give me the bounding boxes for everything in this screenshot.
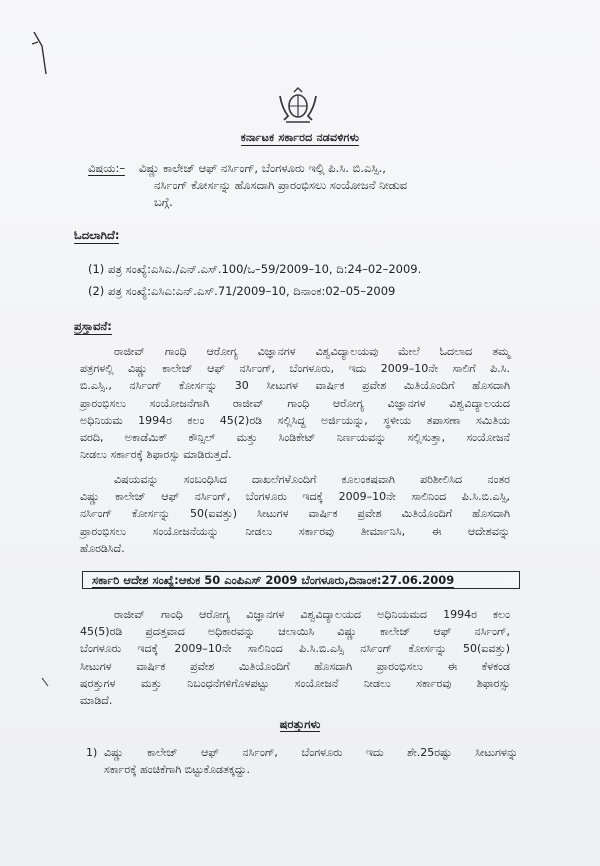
- margin-tick-mark: [40, 676, 54, 688]
- text-line: ರಾಜೀವ್ ಗಾಂಧಿ ಆರೋಗ್ಯ ವಿಜ್ಞಾನಗಳ ವಿಶ್ವವಿದ್ಯಾಲಯದ ಅಧಿನಿಯಮದ 1994ರ ಕಲಂ: [114, 608, 510, 621]
- order-number: ಸರ್ಕಾರಿ ಆದೇಶ ಸಂಖ್ಯೆ:ಆಕುಕ 50 ಎಂಪಿಎಸ್ 2009 ಬೆಂಗಳೂರು,ದಿನಾಂಕ:27.06.2009: [92, 573, 455, 587]
- subject-line-2: ನರ್ಸಿಂಗ್ ಕೋರ್ಸನ್ನು ಹೊಸದಾಗಿ ಪ್ರಾರಂಭಿಸಲು ಸಂಯೋಜನೆ ನೀಡುವ: [154, 178, 408, 192]
- text-line: ಪ್ರಾರಂಭಿಸಲು ಸಂಯೋಜನೆಯನ್ನು ನೀಡಲು ಸರ್ಕಾರವು ತೀರ್ಮಾನಿಸಿ, ಈ ಆದೇಶವನ್ನು: [80, 524, 510, 538]
- text-line: ವಿಷಯವನ್ನು ಸಂಬಂಧಿಸಿದ ದಾಖಲೆಗಳೊಂದಿಗೆ ಕೂಲಂಕಷವಾಗಿ ಪರಿಶೀಲಿಸಿದ ನಂತರ: [114, 473, 510, 486]
- preamble-paragraph-1: [80, 343, 510, 463]
- condition-number: 1): [86, 746, 98, 759]
- text-line: ಮಾಡಿದೆ.: [80, 693, 113, 707]
- text-line: ಅಧಿನಿಯಮ 1994ರ ಕಲಂ 45(2)ರಡಿ ಸಲ್ಲಿಸಿದ್ದ ಅರ್ಜಿಯನ್ನು, ಸ್ಥಳೀಯ ತಪಾಸಣಾ ಸಮಿತಿಯ: [80, 413, 510, 427]
- text-line: ರಾಜೀವ್ ಗಾಂಧಿ ಆರೋಗ್ಯ ವಿಜ್ಞಾನಗಳ ವಿಶ್ವವಿದ್ಯಾಲಯವು ಮೇಲೆ ಓದಲಾದ ತಮ್ಮ: [114, 345, 510, 358]
- government-title: ಕರ್ನಾಟಕ ಸರ್ಕಾರದ ನಡವಳಿಗಳು: [240, 131, 360, 144]
- read-heading: ಓದಲಾಗಿದೆ:: [74, 228, 120, 242]
- text-line: ಸೀಟುಗಳ ವಾರ್ಷಿಕ ಪ್ರವೇಶ ಮಿತಿಯೊಂದಿಗೆ ಹೊಸದಾಗಿ ಪ್ರಾರಂಭಿಸಲು ಈ ಕೆಳಕಂಡ: [80, 659, 510, 673]
- text-line: ವಿಷ್ಣು ಕಾಲೇಜ್ ಆಫ್ ನರ್ಸಿಂಗ್, ಬೆಂಗಳೂರು ಇದು ಶೇ.25ರಷ್ಟು ಸೀಟುಗಳನ್ನು: [104, 746, 518, 759]
- text-line: ಪ್ರಾರಂಭಿಸಲು ಸಂಯೋಜನೆಗಾಗಿ ರಾಜೀವ್ ಗಾಂಧಿ ಆರೋಗ್ಯ ವಿಜ್ಞಾನಗಳ ವಿಶ್ವವಿದ್ಯಾಲಯದ: [80, 396, 510, 410]
- text-line: ನೀಡಲು ಸರ್ಕಾರಕ್ಕೆ ಶಿಫಾರಸ್ಸು ಮಾಡಿರುತ್ತದೆ.: [80, 448, 232, 462]
- text-line: ಬಿ.ಎಸ್ಸಿ., ನರ್ಸಿಂಗ್ ಕೋರ್ಸನ್ನು 30 ಸೀಟುಗಳ ವಾರ್ಷಿಕ ಪ್ರವೇಶ ಮಿತಿಯೊಂದಿಗೆ ಹೊಸದಾಗಿ: [80, 379, 510, 393]
- text-line: 45(5)ರಡಿ ಪ್ರದತ್ತವಾದ ಅಧಿಕಾರವನ್ನು ಚಲಾಯಿಸಿ ವಿಷ್ಣು ಕಾಲೇಜ್ ಆಫ್ ನರ್ಸಿಂಗ್,: [80, 625, 510, 639]
- text-line: ನರ್ಸಿಂಗ್ ಕೋರ್ಸನ್ನು 50(ಐವತ್ತು) ಸೀಟುಗಳ ವಾರ್ಷಿಕ ಪ್ರವೇಶ ಮಿತಿಯೊಂದಿಗೆ ಹೊಸದಾಗಿ: [80, 507, 510, 521]
- subject-line-1: ವಿಷ್ಣು ಕಾಲೇಜ್ ಆಫ್ ನರ್ಸಿಂಗ್, ಬೆಂಗಳೂರು ಇಲ್ಲಿ ಪಿ.ಸಿ. ಬಿ.ಎಸ್ಸಿ.,: [138, 161, 386, 175]
- karnataka-emblem-icon: [274, 86, 322, 126]
- text-line: ಷರತ್ತುಗಳ ಮತ್ತು ನಿಬಂಧನೆಗಳಿಗೊಳಪಟ್ಟು ಸಂಯೋಜನೆ ನೀಡಲು ಸರ್ಕಾರವು ಶಿಫಾರಸ್ಸು: [80, 676, 510, 690]
- reference-1: (1) ಪತ್ರ ಸಂಖ್ಯೆ:ಎಸಿಎ./ಎನ್.ಎಸ್.100/ಒ–59/2009–10, ದಿ:24–02–2009.: [88, 262, 422, 276]
- text-line: ಬೆಂಗಳೂರು ಇದಕ್ಕೆ 2009–10ನೇ ಸಾಲಿನಿಂದ ಪಿ.ಸಿ.ಬಿ.ಎಸ್ಸಿ ನರ್ಸಿಂಗ್ ಕೋರ್ಸನ್ನು 50(ಐವತ್ತು): [80, 642, 510, 656]
- text-line: ವಿಷ್ಣು ಕಾಲೇಜ್ ಆಫ್ ನರ್ಸಿಂಗ್, ಬೆಂಗಳೂರು ಇದಕ್ಕೆ 2009–10ನೇ ಸಾಲಿನಿಂದ ಪಿ.ಸಿ.ಬಿ.ಎಸ್ಸಿ,: [80, 490, 510, 504]
- conditions-heading: ಷರತ್ತುಗಳು: [279, 717, 321, 731]
- reference-2: (2) ಪತ್ರ ಸಂಖ್ಯೆ:ಎಸಿಎ:ಎನ್.ಎಸ್.71/2009–10, ದಿನಾಂಕ:02–05–2009: [88, 284, 396, 298]
- subject-label: ವಿಷಯ:–: [88, 161, 126, 175]
- subject-block: [88, 160, 528, 211]
- preamble-heading: ಪ್ರಸ್ತಾವನೆ:: [74, 319, 112, 333]
- text-line: ಪತ್ರಗಳಲ್ಲಿ ವಿಷ್ಣು ಕಾಲೇಜ್ ಆಫ್ ನರ್ಸಿಂಗ್, ಬೆಂಗಳೂರು, ಇದು 2009–10ನೇ ಸಾಲಿಗೆ ಪಿ.ಸಿ.: [80, 362, 510, 376]
- margin-pen-mark: [30, 28, 54, 78]
- text-line: ವರದಿ, ಅಕಾಡೆಮಿಕ್ ಕೌನ್ಸಿಲ್ ಮತ್ತು ಸಿಂಡಿಕೇಟ್ ನಿರ್ಣಯವನ್ನು ಸಲ್ಲಿಸುತ್ತಾ, ಸಂಯೋಜನೆ: [80, 430, 510, 444]
- text-line: ಹೊರಡಿಸಿದೆ.: [80, 541, 125, 555]
- order-paragraph: [80, 606, 510, 709]
- subject-line-3: ಬಗ್ಗೆ.: [154, 195, 173, 209]
- preamble-paragraph-2: [80, 471, 510, 557]
- text-line: ಸರ್ಕಾರಕ್ಕೆ ಹಂಚಿಕೆಗಾಗಿ ಬಿಟ್ಟುಕೊಡತಕ್ಕದ್ದು.: [104, 763, 250, 776]
